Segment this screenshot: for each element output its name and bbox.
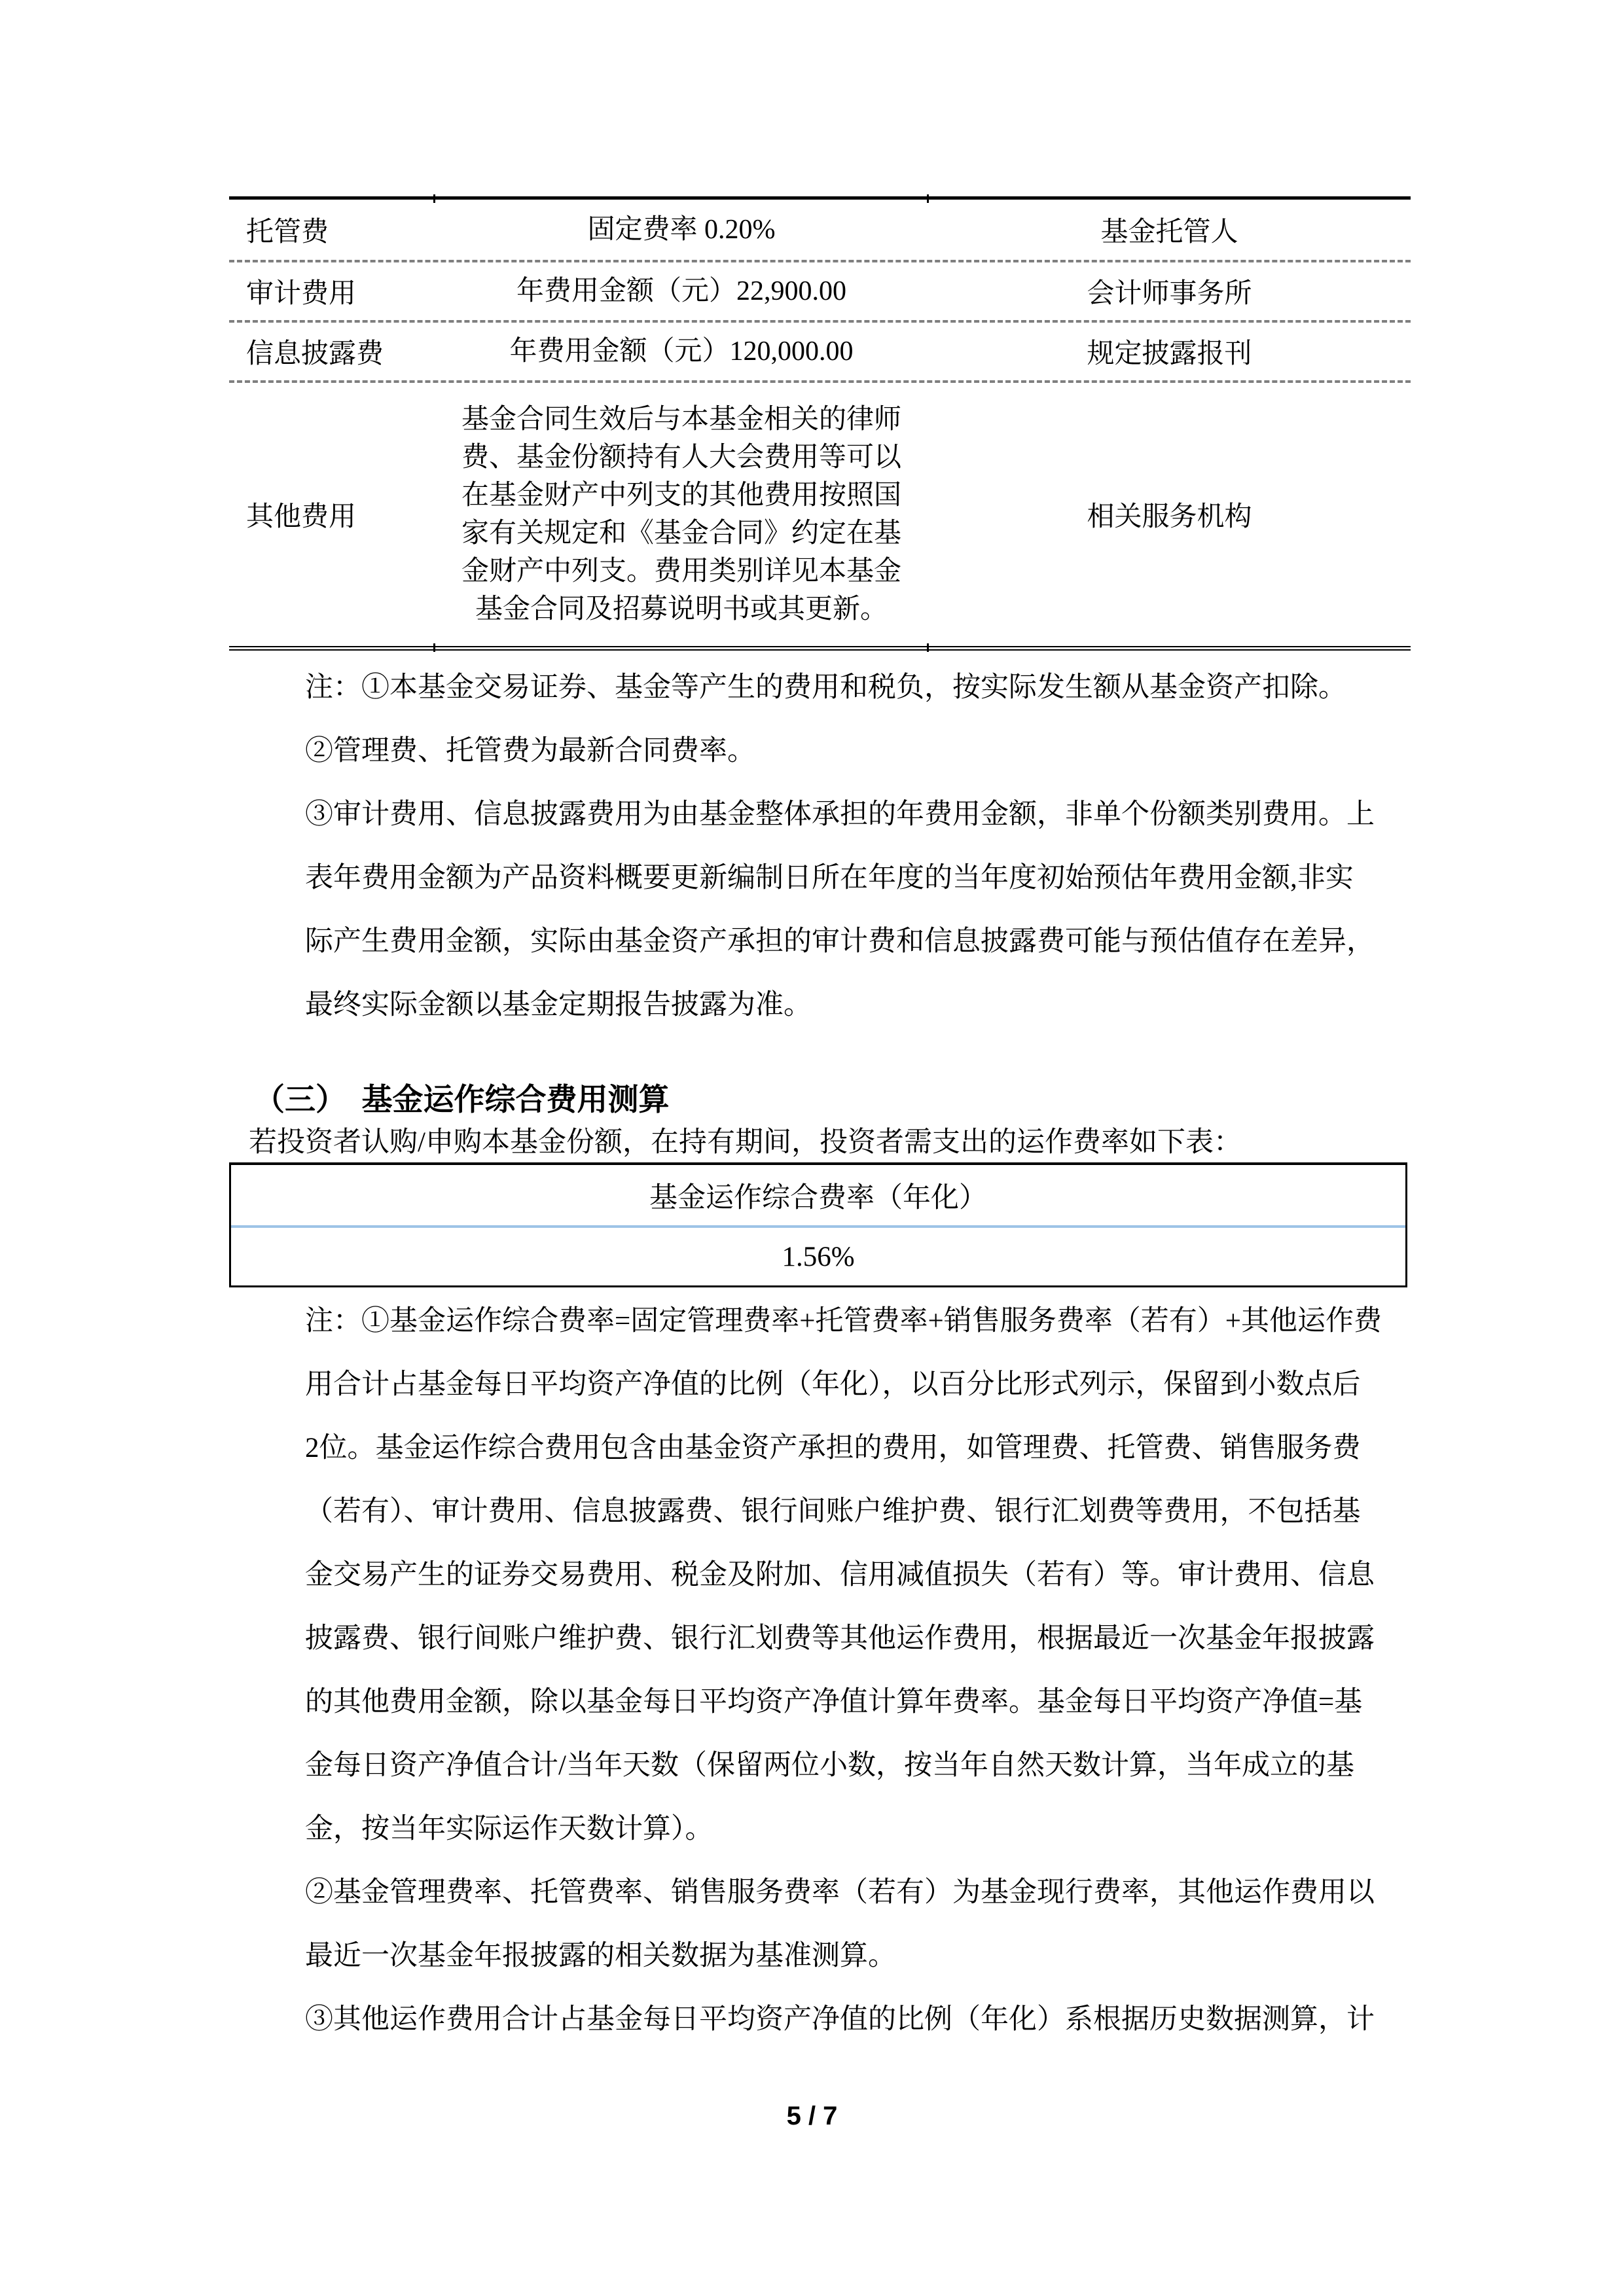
column-divider-tick — [433, 194, 435, 203]
note-line: 注：①本基金交易证券、基金等产生的费用和税负，按实际发生额从基金资产扣除。 — [305, 672, 1346, 703]
fee-table-row — [229, 320, 1411, 380]
fee-payee-cell: 会计师事务所 — [1087, 279, 1252, 309]
column-divider-tick — [433, 643, 435, 652]
fee-payee-cell: 规定披露报刊 — [1087, 339, 1252, 369]
note-line: ③审计费用、信息披露费用为由基金整体承担的年费用金额，非单个份额类别费用。上 — [305, 799, 1375, 830]
column-divider-tick — [927, 643, 929, 652]
rate-table-header: 基金运作综合费率（年化） — [649, 1182, 987, 1213]
column-divider-tick — [927, 194, 929, 203]
note-line: 金每日资产净值合计/当年天数（保留两位小数，按当年自然天数计算，当年成立的基 — [305, 1750, 1354, 1781]
note-line: 披露费、银行间账户维护费、银行汇划费等其他运作费用，根据最近一次基金年报披露 — [305, 1623, 1375, 1654]
fee-name-cell: 托管费 — [246, 217, 329, 247]
page-number: 5 / 7 — [786, 2102, 838, 2130]
note-line: 用合计占基金每日平均资产净值的比例（年化），以百分比形式列示，保留到小数点后 — [305, 1369, 1361, 1400]
fee-name-cell: 其他费用 — [246, 502, 357, 532]
fee-payee-cell: 基金托管人 — [1100, 217, 1238, 247]
note-line: 金交易产生的证券交易费用、税金及附加、信用减值损失（若有）等。审计费用、信息 — [305, 1560, 1375, 1590]
fee-table-notes — [305, 656, 1418, 1037]
fee-name-cell: 审计费用 — [246, 279, 357, 309]
note-line: ②基金管理费率、托管费率、销售服务费率（若有）为基金现行费率，其他运作费用以 — [305, 1877, 1375, 1908]
fee-detail-cell: 年费用金额（元）22,900.00 — [516, 276, 846, 306]
fee-detail-cell: 固定费率 0.20% — [587, 215, 776, 245]
note-line: 表年费用金额为产品资料概要更新编制日所在年度的当年度初始预估年费用金额,非实 — [305, 863, 1354, 893]
section-intro: 若投资者认购/申购本基金份额，在持有期间，投资者需支出的运作费率如下表： — [249, 1127, 1242, 1158]
note-line: ②管理费、托管费为最新合同费率。 — [305, 736, 755, 766]
note-line: 2位。基金运作综合费用包含由基金资产承担的费用，如管理费、托管费、销售服务费 — [305, 1433, 1361, 1463]
section-heading: （三） 基金运作综合费用测算 — [254, 1082, 670, 1117]
note-line: 金，按当年实际运作天数计算）。 — [305, 1814, 713, 1844]
note-line: （若有）、审计费用、信息披露费、银行间账户维护费、银行汇划费等费用，不包括基 — [305, 1496, 1361, 1527]
note-line: 注：①基金运作综合费率=固定管理费率+托管费率+销售服务费率（若有）+其他运作费 — [305, 1306, 1382, 1336]
fee-name-cell: 信息披露费 — [246, 339, 384, 369]
rate-table — [229, 1162, 1407, 1287]
fee-table-row — [229, 200, 1411, 260]
fee-detail-cell: 基金合同生效后与本基金相关的律师费、基金份额持有人大会费用等可以在基金财产中列支的其他费用按照国家有关规定和《基金合同》约定在基金财产中列支。费用类别详见本基金基金合同及招募说明书或其更新。 — [461, 404, 901, 624]
fee-payee-cell: 相关服务机构 — [1087, 502, 1252, 532]
fee-table — [229, 196, 1411, 651]
note-line: 的其他费用金额，除以基金每日平均资产净值计算年费率。基金每日平均资产净值=基 — [305, 1687, 1363, 1717]
rate-table-notes — [305, 1289, 1418, 2051]
note-line: ③其他运作费用合计占基金每日平均资产净值的比例（年化）系根据历史数据测算，计 — [305, 2004, 1375, 2035]
fee-table-row — [229, 380, 1411, 646]
rate-table-value: 1.56% — [231, 1225, 1405, 1285]
note-line: 际产生费用金额，实际由基金资产承担的审计费和信息披露费可能与预估值存在差异， — [305, 926, 1375, 957]
fee-detail-cell: 年费用金额（元）120,000.00 — [509, 336, 854, 367]
note-line: 最终实际金额以基金定期报告披露为准。 — [305, 990, 812, 1020]
fee-table-row — [229, 260, 1411, 320]
note-line: 最近一次基金年报披露的相关数据为基准测算。 — [305, 1941, 896, 1971]
